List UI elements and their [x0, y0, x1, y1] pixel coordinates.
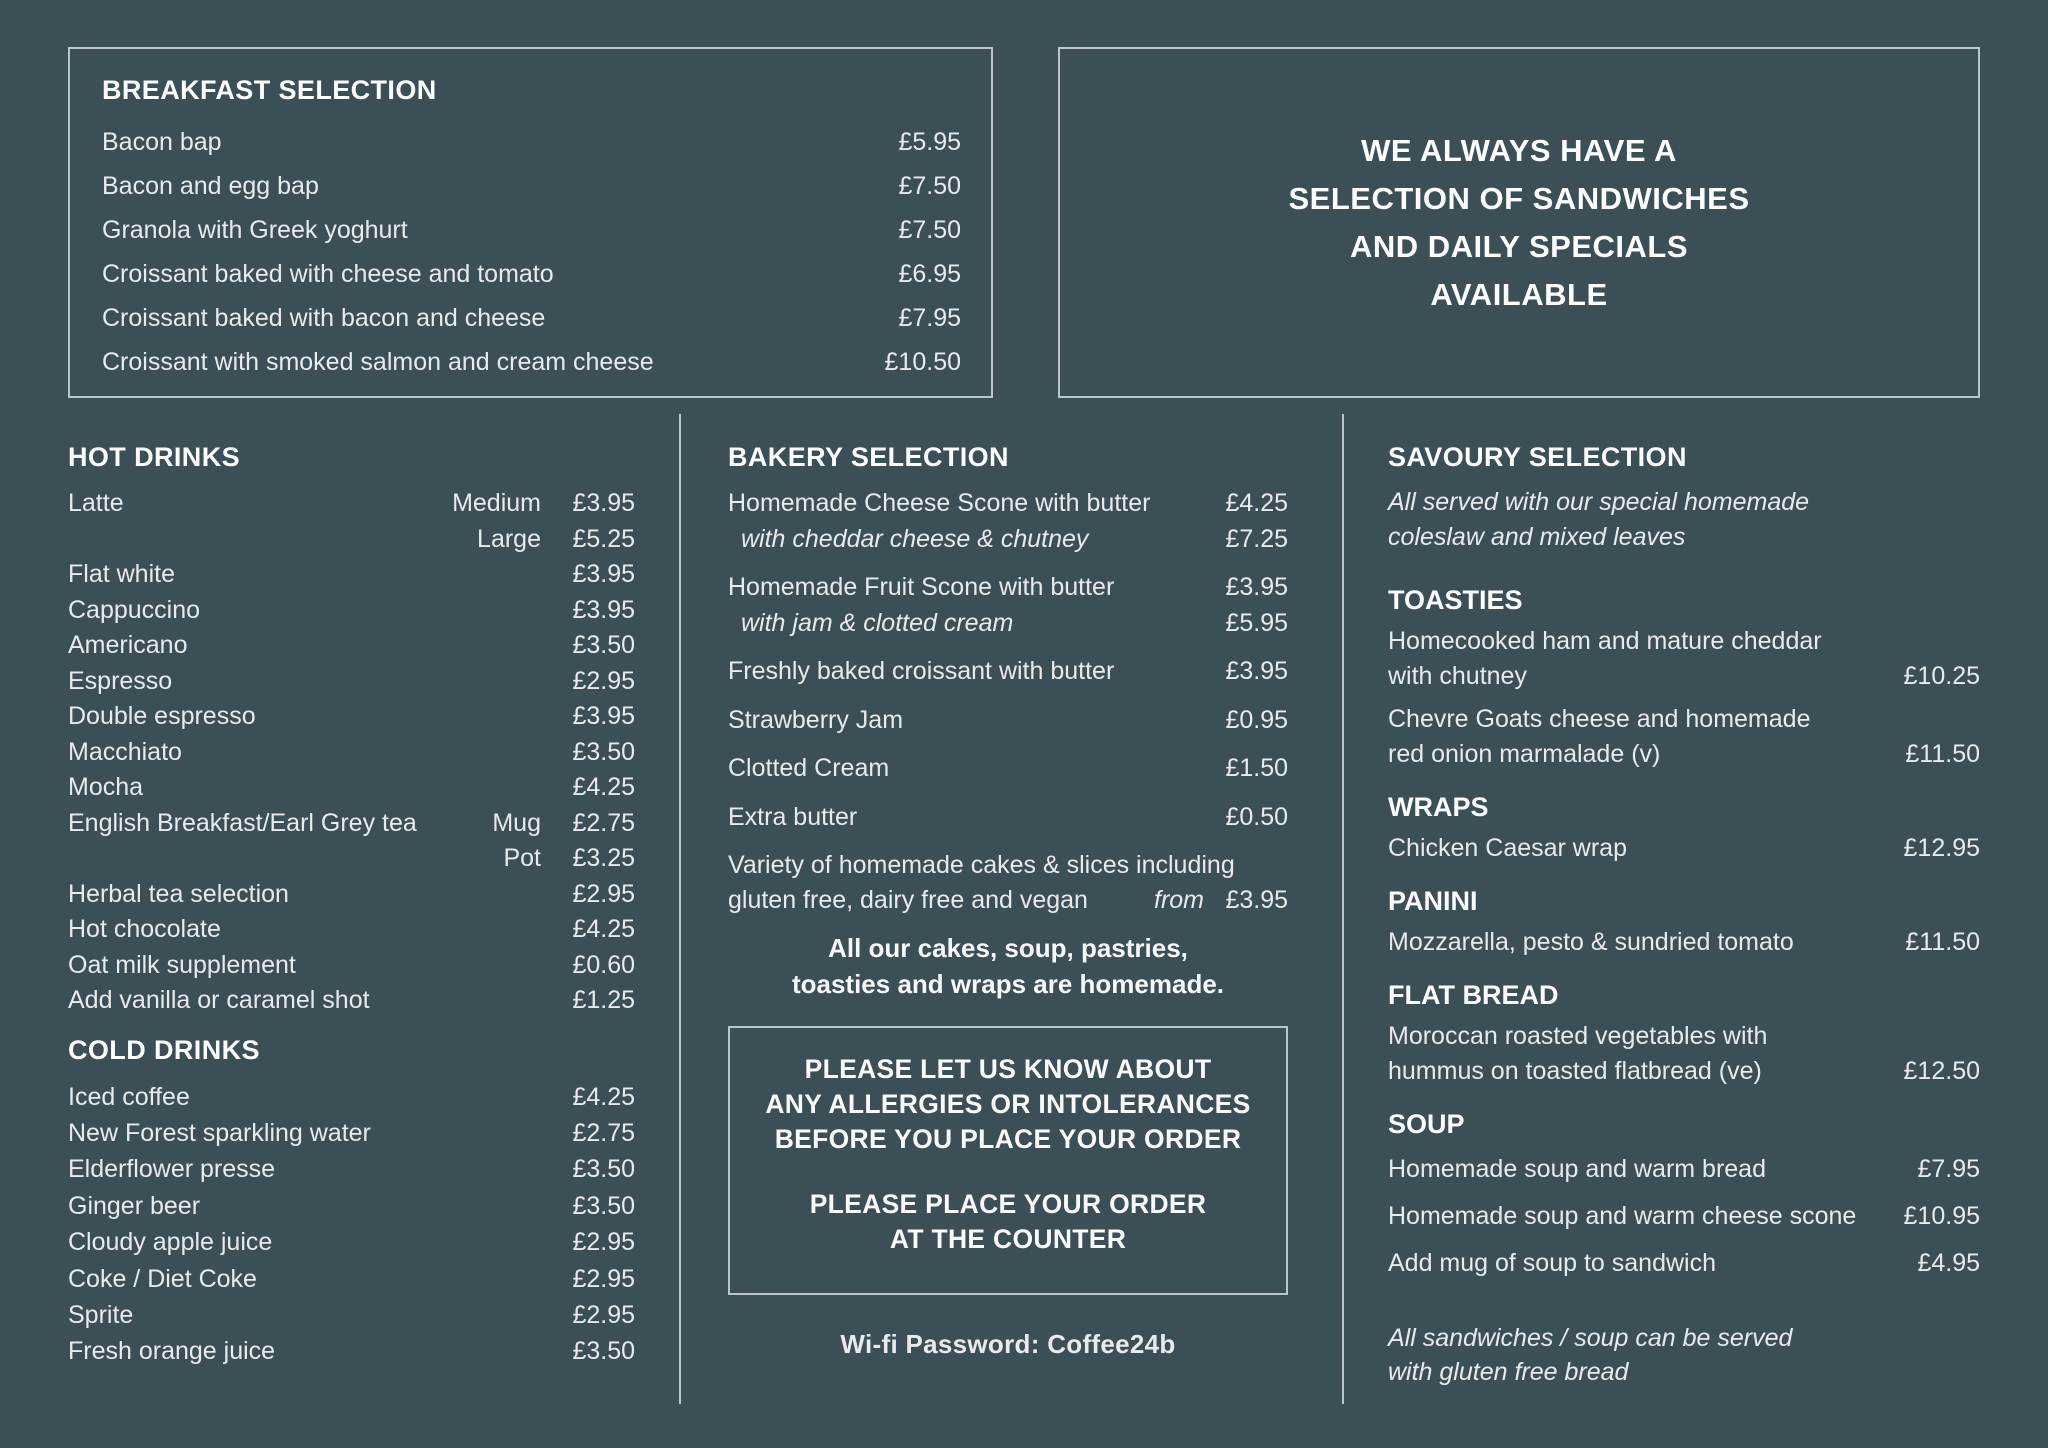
item-price: £7.95 [898, 304, 961, 332]
menu-item-row [68, 486, 635, 522]
item-name: Latte [68, 489, 124, 517]
bakery-title: BAKERY SELECTION [728, 442, 1009, 472]
menu-item-row [68, 1079, 635, 1115]
item-price: £5.25 [572, 524, 635, 553]
panini-title: PANINI [1388, 886, 1478, 916]
item-name: Freshly baked croissant with butter [728, 657, 1115, 685]
item-price: £7.95 [1917, 1155, 1980, 1183]
item-name: Espresso [68, 666, 173, 695]
item-name: English Breakfast/Earl Grey tea [68, 808, 417, 837]
item-price: £3.95 [572, 560, 635, 588]
item-name: Granola with Greek yoghurt [102, 216, 408, 244]
item-price: £2.95 [572, 1264, 635, 1293]
notice-line: SELECTION OF SANDWICHES [1288, 180, 1750, 216]
menu-item-row [102, 252, 961, 296]
menu-item-row [728, 800, 1288, 836]
item-name: Sprite [68, 1300, 134, 1329]
menu-item-row [68, 770, 635, 806]
sandwich-specials-notice [1058, 47, 1980, 398]
item-price: £10.50 [884, 348, 961, 376]
cakes-variety-item [728, 848, 1288, 918]
notice-line: AND DAILY SPECIALS [1349, 228, 1688, 264]
menu-item-row [102, 164, 961, 208]
toasties-title: TOASTIES [1388, 585, 1523, 615]
menu-item-row [1388, 925, 1980, 960]
menu-item-row [68, 983, 635, 1019]
item-name: Chicken Caesar wrap [1388, 834, 1627, 862]
menu-item-row [728, 654, 1288, 690]
item-name: Homemade soup and warm bread [1388, 1155, 1766, 1183]
menu-item-row [68, 1224, 635, 1260]
notice-text [1288, 127, 1749, 319]
menu-item-row [68, 912, 635, 948]
item-name: Chevre Goats cheese and homemade red onion marmalade (v) [1388, 705, 1811, 768]
item-price: £2.75 [572, 808, 635, 837]
menu-item-row-option [728, 606, 1288, 642]
menu-item-row [68, 877, 635, 913]
item-price: £12.95 [1903, 834, 1980, 862]
menu-item-row [68, 841, 635, 877]
item-price: £1.50 [1225, 754, 1288, 782]
order-counter-line: PLEASE PLACE YOUR ORDER [809, 1189, 1207, 1219]
item-name: Mocha [68, 773, 144, 801]
bakery-column [681, 414, 1344, 1404]
notice-line: WE ALWAYS HAVE A [1361, 132, 1677, 168]
menu-item-row [1388, 1019, 1980, 1089]
allergy-line: ANY ALLERGIES OR INTOLERANCES [765, 1089, 1251, 1119]
item-price: £12.50 [1903, 1057, 1980, 1085]
item-name: Double espresso [68, 702, 256, 730]
item-price: £3.95 [572, 702, 635, 730]
hot-drinks-title: HOT DRINKS [68, 442, 240, 472]
menu-item-row [68, 664, 635, 700]
wraps-title: WRAPS [1388, 792, 1489, 822]
menu-item-row [102, 296, 961, 340]
item-name: with jam & clotted cream [741, 608, 1014, 637]
item-size: Mug [492, 808, 541, 837]
item-price: £5.95 [1225, 608, 1288, 637]
item-name: Cappuccino [68, 595, 201, 624]
item-name: Bacon bap [102, 128, 222, 156]
item-price: £4.25 [572, 915, 635, 943]
item-price: £0.60 [572, 950, 635, 979]
menu-item-row [1388, 831, 1980, 866]
menu-item-row [68, 806, 635, 842]
menu-item-row [68, 735, 635, 771]
cold-drinks-items [68, 1079, 635, 1370]
menu-item-row [102, 340, 961, 384]
savoury-note-line: All served with our special homemade [1388, 488, 1810, 516]
menu-item-row [68, 1188, 635, 1224]
gluten-free-note-line: All sandwiches / soup can be served [1388, 1324, 1793, 1352]
top-row [68, 47, 1980, 398]
notice-line: AVAILABLE [1430, 276, 1608, 312]
item-name-continued [728, 883, 1288, 918]
gluten-free-note [1388, 1321, 1980, 1389]
item-name: Homemade Cheese Scone with butter [728, 489, 1151, 517]
soup-title: SOUP [1388, 1109, 1465, 1139]
allergy-line: BEFORE YOU PLACE YOUR ORDER [774, 1124, 1242, 1154]
item-price: £3.50 [572, 1337, 635, 1366]
item-price: £7.50 [898, 172, 961, 200]
item-name: Hot chocolate [68, 915, 221, 943]
item-name: Iced coffee [68, 1082, 190, 1111]
cold-drinks-title: COLD DRINKS [68, 1034, 260, 1065]
item-price: £3.50 [572, 1155, 635, 1184]
item-name: Cloudy apple juice [68, 1228, 273, 1257]
menu-item-row [102, 208, 961, 252]
item-name: Moroccan roasted vegetables with hummus on toasted flatbread (ve) [1388, 1022, 1768, 1085]
item-name: Croissant with smoked salmon and cream cheese [102, 348, 654, 376]
item-price: £7.25 [1225, 524, 1288, 553]
menu-item-row-option [728, 522, 1288, 558]
breakfast-section [68, 47, 993, 398]
breakfast-items [102, 120, 961, 384]
menu-item-row [68, 1151, 635, 1187]
allergy-line: PLEASE LET US KNOW ABOUT [804, 1054, 1212, 1084]
item-price: £6.95 [898, 260, 961, 288]
item-price: £3.50 [572, 631, 635, 659]
item-price: £1.25 [572, 986, 635, 1014]
item-name: Herbal tea selection [68, 879, 289, 908]
item-price: £3.50 [572, 1191, 635, 1220]
item-name: Bacon and egg bap [102, 172, 319, 200]
item-name: Fresh orange juice [68, 1337, 276, 1366]
menu-item-row [102, 120, 961, 164]
homemade-note [728, 930, 1288, 1002]
breakfast-title: BREAKFAST SELECTION [102, 75, 437, 105]
item-name: with cheddar cheese & chutney [741, 524, 1089, 553]
item-name: Americano [68, 631, 188, 659]
item-name: Elderflower presse [68, 1155, 276, 1184]
item-name: Homemade Fruit Scone with butter [728, 573, 1115, 601]
menu-item-row [68, 628, 635, 664]
savoury-note-line: coleslaw and mixed leaves [1388, 523, 1686, 551]
wifi-password: Wi-fi Password: Coffee24b [840, 1329, 1176, 1359]
menu-item-row [1388, 1152, 1980, 1187]
item-name: Add mug of soup to sandwich [1388, 1249, 1716, 1277]
homemade-note-line: toasties and wraps are homemade. [791, 969, 1225, 999]
item-name: Homecooked ham and mature cheddar with chutney [1388, 627, 1822, 690]
menu-item-row [1388, 702, 1980, 772]
item-price: £7.50 [898, 216, 961, 244]
menu-item-row [68, 699, 635, 735]
item-name: Homemade soup and warm cheese scone [1388, 1202, 1857, 1230]
item-price: £2.95 [572, 1228, 635, 1257]
item-price: £4.25 [1225, 489, 1288, 517]
savoury-note [1388, 485, 1980, 555]
item-price: £3.95 [1225, 657, 1288, 685]
item-price: £11.50 [1905, 740, 1980, 768]
item-price: £2.95 [572, 1300, 635, 1329]
order-counter-line: AT THE COUNTER [889, 1224, 1127, 1254]
item-name: Oat milk supplement [68, 950, 296, 979]
hot-drinks-items [68, 486, 635, 1019]
item-size: Medium [452, 489, 541, 517]
allergy-notice-box [728, 1026, 1288, 1295]
menu-item-row [68, 1115, 635, 1151]
item-price: £3.95 [1225, 886, 1288, 914]
item-name: Strawberry Jam [728, 705, 904, 734]
item-name: gluten free, dairy free and vegan [728, 886, 1088, 914]
item-price: £0.50 [1225, 802, 1288, 831]
menu-item-row [68, 593, 635, 629]
menu-item-row [728, 703, 1288, 739]
item-name: Ginger beer [68, 1191, 201, 1220]
item-name: Croissant baked with bacon and cheese [102, 304, 546, 332]
item-price: £4.95 [1917, 1249, 1980, 1277]
item-name: Coke / Diet Coke [68, 1264, 257, 1293]
menu-item-row [68, 1261, 635, 1297]
item-price: £4.25 [572, 1082, 635, 1111]
item-price: £2.95 [572, 666, 635, 695]
item-name: Macchiato [68, 737, 182, 766]
menu-item-row [68, 1297, 635, 1333]
item-price: £5.95 [898, 128, 961, 156]
item-price: £3.95 [572, 595, 635, 624]
item-price: £3.95 [1225, 573, 1288, 601]
item-name: Extra butter [728, 802, 858, 831]
item-price: £3.50 [572, 737, 635, 766]
item-name: Variety of homemade cakes & slices including [728, 851, 1235, 879]
menu-item-row [1388, 1199, 1980, 1234]
item-size: Pot [503, 844, 541, 872]
spacer [730, 1157, 1286, 1187]
savoury-column [1344, 414, 1980, 1404]
savoury-title: SAVOURY SELECTION [1388, 442, 1687, 472]
item-name: Croissant baked with cheese and tomato [102, 260, 554, 288]
item-price: £2.95 [572, 879, 635, 908]
item-name: Clotted Cream [728, 754, 890, 782]
menu-item-row [728, 751, 1288, 787]
menu-item-row [1388, 624, 1980, 694]
menu-item-row [68, 1333, 635, 1369]
item-price: £3.95 [572, 489, 635, 517]
item-name: Flat white [68, 560, 175, 588]
menu-item-row [1388, 1246, 1980, 1281]
item-name: New Forest sparkling water [68, 1118, 371, 1147]
menu-item-row [68, 557, 635, 593]
item-price: £2.75 [572, 1118, 635, 1147]
item-price: £10.25 [1903, 662, 1980, 690]
menu-item-row [68, 948, 635, 984]
gluten-free-note-line: with gluten free bread [1388, 1358, 1629, 1386]
item-price: £3.25 [572, 844, 635, 872]
menu-item-row [728, 570, 1288, 606]
homemade-note-line: All our cakes, soup, pastries, [828, 933, 1188, 963]
bakery-items [728, 486, 1288, 835]
drinks-column [68, 414, 681, 1404]
item-price: £10.95 [1903, 1202, 1980, 1230]
item-price: £11.50 [1905, 928, 1980, 956]
item-name: Mozzarella, pesto & sundried tomato [1388, 928, 1794, 956]
from-label: from [1154, 886, 1204, 914]
item-name: Add vanilla or caramel shot [68, 986, 370, 1014]
item-size: Large [477, 524, 541, 553]
item-price: £4.25 [572, 773, 635, 801]
menu-columns [68, 414, 1980, 1404]
menu-item-row [728, 486, 1288, 522]
flatbread-title: FLAT BREAD [1388, 980, 1559, 1010]
item-price: £0.95 [1225, 705, 1288, 734]
menu-item-row [68, 522, 635, 558]
